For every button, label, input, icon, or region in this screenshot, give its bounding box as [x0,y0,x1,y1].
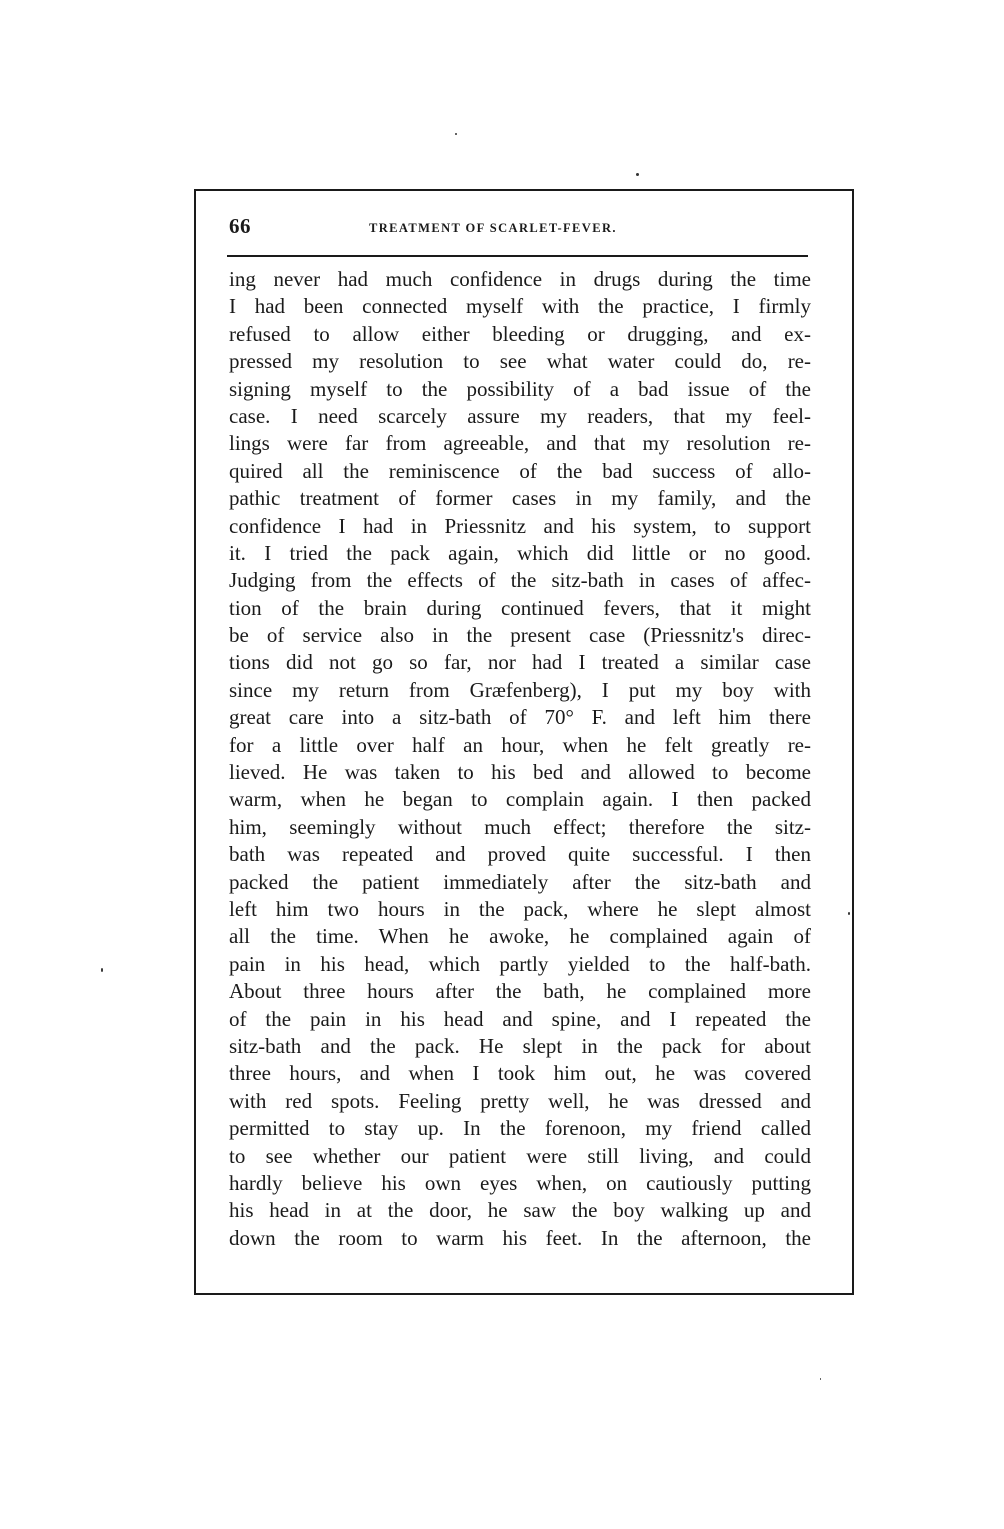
text-line: for a little over half an hour, when he felt greatly re- [229,732,811,757]
text-line: quired all the reminiscence of the bad success of allo- [229,458,811,483]
text-line: ing never had much confidence in drugs during the time [229,267,811,291]
text-line: case. I need scarcely assure my readers, that my feel- [229,403,811,428]
scan-speck [101,968,103,972]
text-line: tion of the brain during continued fevers, that it might [229,595,811,620]
scan-speck [820,1378,821,1380]
text-line: three hours, and when I took him out, he was covered [229,1061,811,1086]
text-line: him, seemingly without much effect; therefore the sitz- [229,814,811,839]
text-line: left him two hours in the pack, where he slept almost [229,896,811,921]
text-line: be of service also in the present case (Priessnitz's direc- [229,623,811,648]
body-text [229,266,811,1252]
text-line: refused to allow either bleeding or drugging, and ex- [229,321,811,346]
running-title: TREATMENT OF SCARLET-FEVER. [369,221,617,235]
text-line: permitted to stay up. In the forenoon, my friend called [229,1116,811,1141]
text-line: tions did not go so far, nor had I treated a similar case [229,650,811,675]
text-line: to see whether our patient were still living, and could [229,1143,811,1168]
scan-speck [455,133,457,135]
page-number: 66 [229,214,251,238]
text-line: pain in his head, which partly yielded to the half-bath. [229,951,811,976]
text-line: warm, when he began to complain again. I then packed [229,787,811,812]
text-line: hardly believe his own eyes when, on cautiously putting [229,1170,811,1195]
text-line: since my return from Græfenberg), I put my boy with [229,677,811,702]
text-line: pathic treatment of former cases in my family, and the [229,486,811,511]
text-line: About three hours after the bath, he complained more [229,979,811,1004]
text-line: confidence I had in Priessnitz and his system, to support [229,513,811,538]
text-line: packed the patient immediately after the sitz-bath and [229,869,811,894]
text-line: great care into a sitz-bath of 70° F. and left him there [229,705,811,730]
text-line: all the time. When he awoke, he complained again of [229,924,811,949]
page-header [229,214,811,244]
text-line: his head in at the door, he saw the boy walking up and [229,1198,811,1223]
text-line: lings were far from agreeable, and that my resolution re- [229,431,811,456]
text-line: bath was repeated and proved quite successful. I then [229,842,811,867]
text-line: down the room to warm his feet. In the afternoon, the [229,1225,811,1250]
text-line: Judging from the effects of the sitz-bath in cases of affec- [229,568,811,593]
text-line: lieved. He was taken to his bed and allowed to become [229,760,811,785]
header-rule [227,255,808,257]
scan-speck [848,912,850,915]
text-line: it. I tried the pack again, which did little or no good. [229,540,811,565]
text-line: signing myself to the possibility of a bad issue of the [229,376,811,401]
text-line: pressed my resolution to see what water could do, re- [229,349,811,374]
text-line: with red spots. Feeling pretty well, he was dressed and [229,1088,811,1113]
scan-speck [636,173,639,176]
text-line: I had been connected myself with the practice, I firmly [229,294,811,319]
text-line: of the pain in his head and spine, and I repeated the [229,1006,811,1031]
text-line: sitz-bath and the pack. He slept in the pack for about [229,1033,811,1058]
